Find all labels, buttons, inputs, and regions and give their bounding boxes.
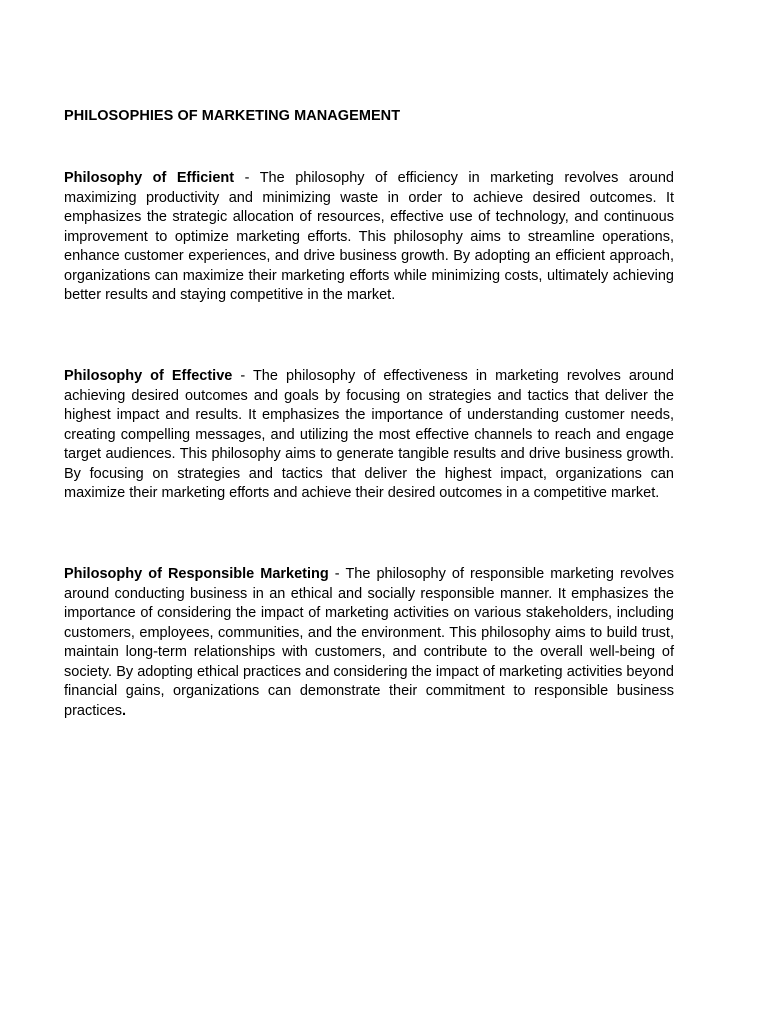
section-separator: - (234, 170, 260, 186)
section-heading-effective: Philosophy of Effective (64, 368, 233, 384)
section-separator: - (232, 368, 253, 384)
section-body-responsible-marketing: The philosophy of responsible marketing revolves around conducting business in an ethical and socially responsible manner. It emphasizes the importance of considering the impact of marketing activities on various stakeholders, including customers, employees, communities, and the environment. This philosophy aims to build trust, maintain long-term relationships with customers, and contribute to the overall well-being of society. By adopting ethical practices and considering the impact of marketing activities beyond financial gains, organizations can demonstrate their commitment to responsible business practices (64, 566, 674, 719)
section-heading-responsible-marketing: Philosophy of Responsible Marketing (64, 566, 329, 582)
section-body-efficient: The philosophy of efficiency in marketing revolves around maximizing productivity and minimizing waste in order to achieve desired outcomes. It emphasizes the strategic allocation of resources, effective use of technology, and continuous improvement to optimize marketing efforts. This philosophy aims to streamline operations, enhance customer experiences, and drive business growth. By adopting an efficient approach, organizations can maximize their marketing efforts while minimizing costs, ultimately achieving better results and staying competitive in the market. (64, 170, 674, 303)
section-responsible-marketing (64, 565, 674, 721)
section-efficient (64, 169, 674, 306)
section-heading-efficient: Philosophy of Efficient (64, 170, 235, 186)
section-end-mark: . (122, 702, 127, 719)
section-separator: - (328, 566, 346, 582)
section-body-effective: The philosophy of effectiveness in marketing revolves around achieving desired outcomes and goals by focusing on strategies and tactics that deliver the highest impact and results. It emphasizes the importance of understanding customer needs, creating compelling messages, and utilizing the most effective channels to reach and engage target audiences. This philosophy aims to generate tangible results and drive business growth. By focusing on strategies and tactics that deliver the highest impact, organizations can maximize their marketing efforts and achieve their desired outcomes in a competitive market. (64, 368, 674, 501)
section-effective (64, 367, 674, 504)
document-title: PHILOSOPHIES OF MARKETING MANAGEMENT (64, 108, 401, 124)
